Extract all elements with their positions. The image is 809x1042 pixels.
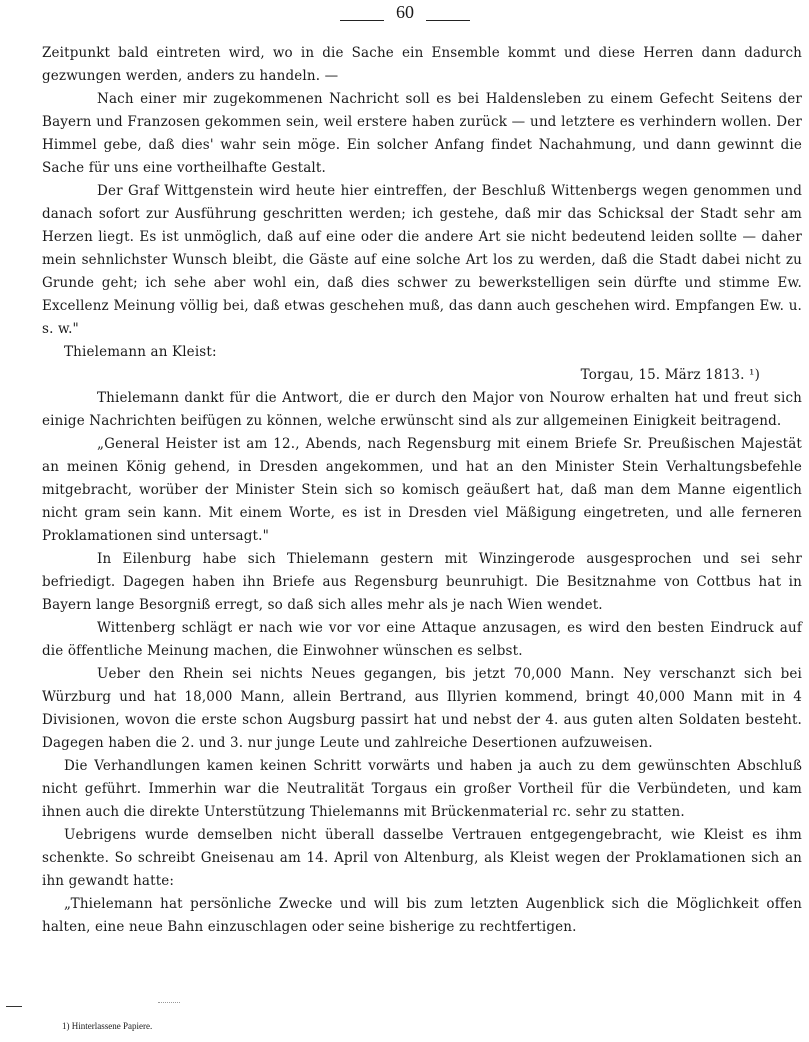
paragraph-3: Der Graf Wittgenstein wird heute hier eintreffen, der Beschluß Wittenbergs wegen genommen und danach sofort zur Ausführung geschritten werden; ich gestehe, daß mir das Schicksal der Stadt sehr am Herzen liegt. Es ist unmöglich, daß auf eine oder die andere Art sie nicht bedeutend leiden sollte — daher mein sehnlichster Wunsch bleibt, die Gäste auf eine solche Art los zu werden, daß die Stadt dabei nicht zu Grunde geht; ich sehe aber wohl ein, daß dies schwer zu bewerkstelligen sein dürfte und stimme Ew. Excellenz Meinung völlig bei, daß etwas geschehen muß, das dann auch geschehen wird. Empfangen Ew. u. s. w." <box>42 183 802 337</box>
paragraph-9: Die Verhandlungen kamen keinen Schritt vorwärts und haben ja auch zu dem gewünschten Abschluß nicht geführt. Immerhin war die Neutralität Torgaus ein großer Vortheil für die Verbündeten, und kam ihnen auch die direkte Unterstützung Thielemanns mit Brückenmaterial rc. sehr zu statten. <box>42 758 802 820</box>
paragraph-2: Nach einer mir zugekommenen Nachricht soll es bei Haldensleben zu einem Gefecht Seitens der Bayern und Franzosen gekommen sein, weil erstere haben zurück — und letztere es verhindern wollen. Der Himmel gebe, daß dies' wahr sein möge. Ein solcher Anfang findet Nachahmung, und dann gewinnt die Sache für uns eine vortheilhafte Gestalt. <box>42 91 802 176</box>
page-header <box>0 0 809 30</box>
paragraph-11: „Thielemann hat persönliche Zwecke und will bis zum letzten Augenblick sich die Möglichkeit offen halten, eine neue Bahn einzuschlagen oder seine bisherige zu rechtfertigen. <box>42 896 802 935</box>
paragraph-4: Thielemann dankt für die Antwort, die er durch den Major von Nourow erhalten hat und freut sich einige Nachrichten beifügen zu können, welche erwünscht sind als zur allgemeinen Einigkeit beitragend. <box>42 390 802 429</box>
dateline: Torgau, 15. März 1813. ¹) <box>580 367 760 383</box>
paragraph-6: In Eilenburg habe sich Thielemann gestern mit Winzingerode ausgesprochen und sei sehr befriedigt. Dagegen haben ihn Briefe aus Regensburg beunruhigt. Die Besitznahme von Cottbus hat in Bayern lange Besorgniß erregt, so daß sich alles mehr als je nach Wien wendet. <box>42 551 802 613</box>
paragraph-1: Zeitpunkt bald eintreten wird, wo in die Sache ein Ensemble kommt und diese Herren dann dadurch gezwungen werden, anders zu handeln. — <box>42 45 802 84</box>
paragraph-7: Wittenberg schlägt er nach wie vor vor eine Attaque anzusagen, es wird den besten Eindruck auf die öffentliche Meinung machen, die Einwohner wünschen es selbst. <box>42 620 802 659</box>
paragraph-10: Uebrigens wurde demselben nicht überall dasselbe Vertrauen entgegengebracht, wie Kleist es ihm schenkte. So schreibt Gneisenau am 14. April von Altenburg, als Kleist wegen der Proklamationen sich an ihn gewandt hatte: <box>42 827 802 889</box>
header-rule-right <box>426 20 470 21</box>
footnote: 1) Hinterlassene Papiere. <box>62 1021 153 1031</box>
header-rule-left <box>340 20 384 21</box>
page-number: 60 <box>396 2 414 22</box>
paragraph-5: „General Heister ist am 12., Abends, nach Regensburg mit einem Briefe Sr. Preußischen Majestät an meinen König gehend, in Dresden angekommen, und hat an den Minister Stein Verhaltungsbefehle mitgebracht, worüber der Minister Stein sich so komisch geäußert hat, daß man dem Manne eigentlich nicht gram sein kann. Mit einem Worte, es ist in Dresden viel Mäßigung eingetreten, und alle ferneren Proklamationen sind untersagt." <box>42 436 802 544</box>
footnote-dots <box>158 1002 180 1004</box>
body-text <box>42 42 802 939</box>
paragraph-8: Ueber den Rhein sei nichts Neues gegangen, bis jetzt 70,000 Mann. Ney verschanzt sich bei Würzburg und hat 18,000 Mann, allein Bertrand, aus Illyrien kommend, bringt 40,000 Mann mit in 4 Divisionen, wovon die erste schon Augsburg passirt hat und nebst der 4. aus guten alten Soldaten besteht. Dagegen haben die 2. und 3. nur junge Leute und zahlreiche Desertionen aufzuweisen. <box>42 666 802 751</box>
letter-heading: Thielemann an Kleist: <box>64 344 217 360</box>
footnote-rule <box>6 1006 22 1007</box>
